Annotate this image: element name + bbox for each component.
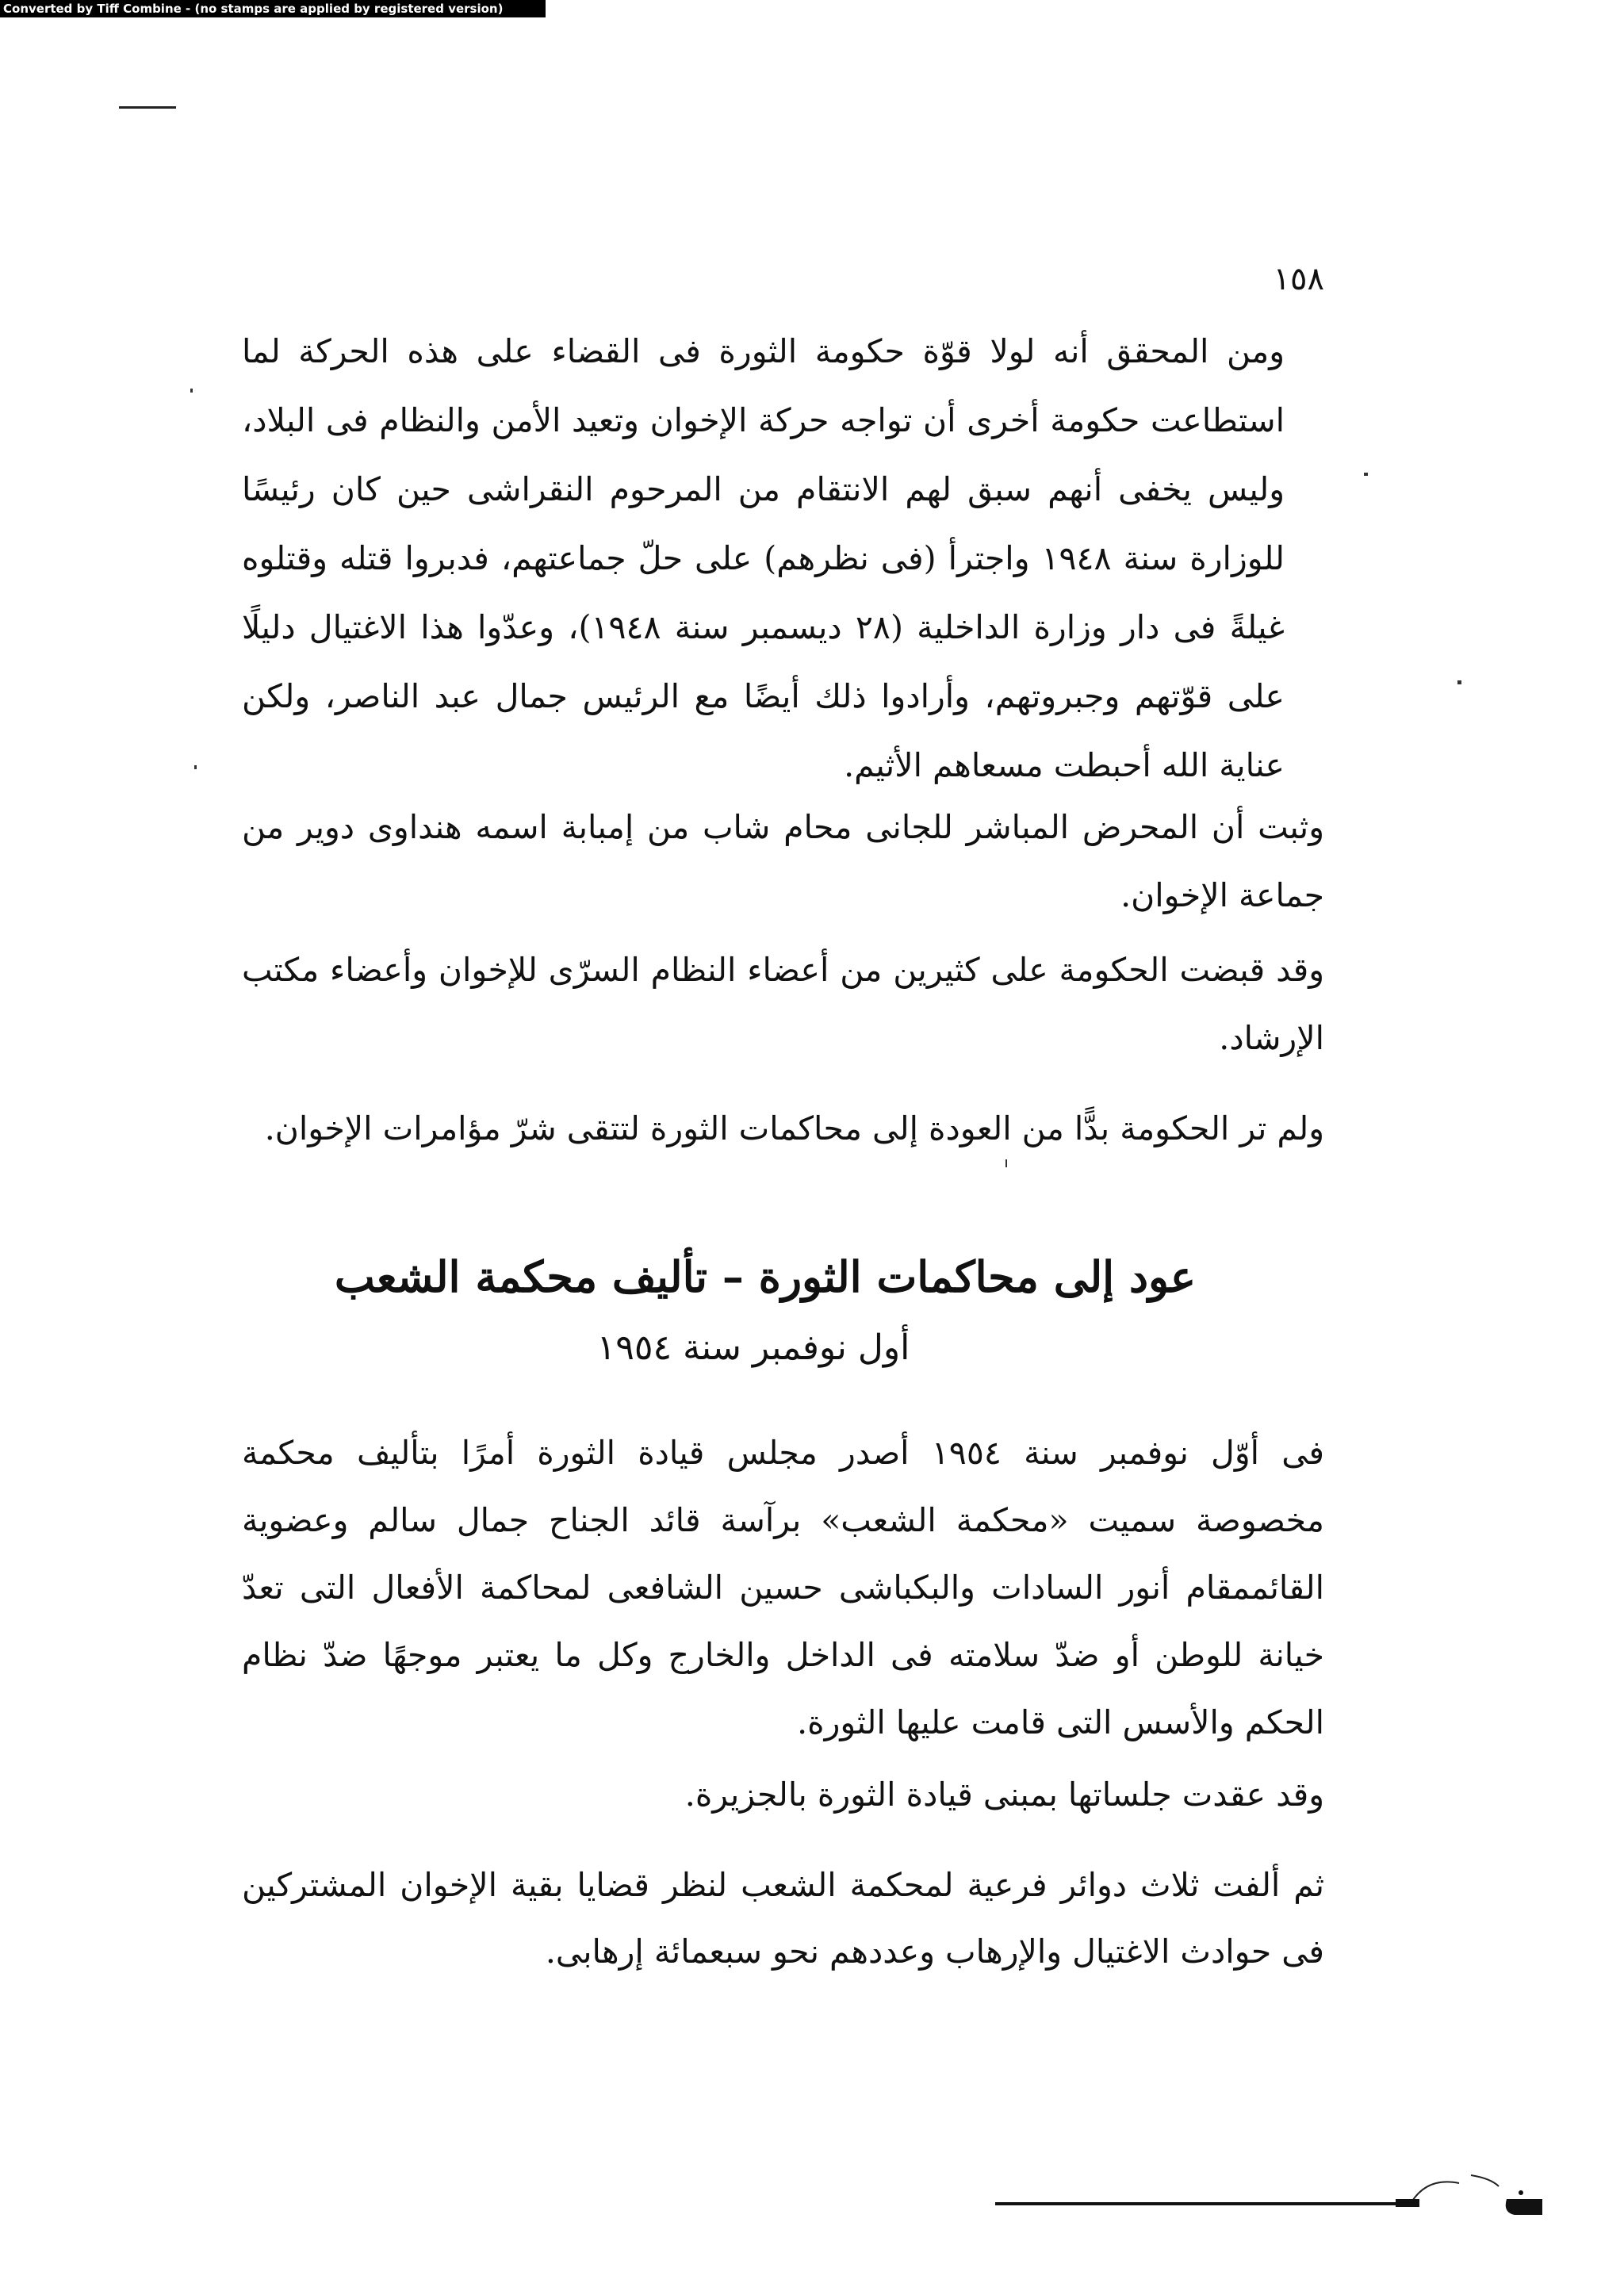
converter-banner: Converted by Tiff Combine - (no stamps are applied by registered version) [0, 0, 546, 17]
scan-speck [1364, 473, 1368, 476]
top-dash-mark [119, 106, 176, 109]
section-subtitle: أول نوفمبر سنة ١٩٥٤ [596, 1327, 910, 1368]
paragraph-text: ثم ألفت ثلاث دوائر فرعية لمحكمة الشعب لنظر قضايا بقية الإخوان المشتركين فى حوادث الاغتيال والإرهاب وعددهم نحو سبعمائة إرهابى. [242, 1866, 1324, 1971]
scan-speck [194, 765, 197, 769]
section-paragraph-1 [242, 1419, 1324, 1757]
paragraph-1 [242, 317, 1285, 800]
paragraph-text: وقد عقدت جلساتها بمبنى قيادة الثورة بالجزيرة. [684, 1776, 1324, 1814]
paragraph-3 [242, 936, 1324, 1072]
scan-speck [190, 389, 193, 393]
section-paragraph-2 [242, 1760, 1324, 1829]
paragraph-text: وقد قبضت الحكومة على كثيرين من أعضاء النظام السرّى للإخوان وأعضاء مكتب الإرشاد. [242, 951, 1324, 1057]
section-title: عود إلى محاكمات الثورة – تأليف محكمة الشعب [334, 1251, 1197, 1302]
scan-speck [1005, 1159, 1007, 1167]
bottom-ornament-icon [1396, 2169, 1554, 2224]
paragraph-text: فى أوّل نوفمبر سنة ١٩٥٤ أصدر مجلس قيادة الثورة أمرًا بتأليف محكمة مخصوصة سميت «محكمة الشعب» برآسة قائد الجناح جمال سالم وعضوية القائممقام أنور السادات والبكباشى حسين الشافعى لمحاكمة الأفعال التى تعدّ خيانة للوطن أو ضدّ سلامته فى الداخل والخارج وكل ما يعتبر موجهًا ضدّ نظام الحكم والأسس التى قامت عليها الثورة. [242, 1434, 1324, 1741]
paragraph-text: وثبت أن المحرض المباشر للجانى محام شاب من إمبابة اسمه هنداوى دوير من جماعة الإخوان. [242, 808, 1324, 914]
section-paragraph-3 [242, 1852, 1324, 1985]
bottom-rule [995, 2202, 1419, 2205]
paragraph-4 [242, 1094, 1324, 1163]
paragraph-text: ومن المحقق أنه لولا قوّة حكومة الثورة فى القضاء على هذه الحركة لما استطاعت حكومة أخرى أن تواجه حركة الإخوان وتعيد الأمن والنظام فى البلاد، وليس يخفى أنهم سبق لهم الانتقام من المرحوم النقراشى حين كان رئيسًا للوزارة سنة ١٩٤٨ واجترأ (فى نظرهم) على حلّ جماعتهم، فدبروا قتله وقتلوه غيلةً فى دار وزارة الداخلية (٢٨ ديسمبر سنة ١٩٤٨)، وعدّوا هذا الاغتيال دليلًا على قوّتهم وجبروتهم، وأرادوا ذلك أيضًا مع الرئيس جمال عبد الناصر، ولكن عناية الله أحبطت مسعاهم الأثيم. [242, 332, 1285, 784]
page-number: ١٥٨ [1273, 261, 1324, 297]
scan-speck [1457, 680, 1461, 684]
paragraph-2 [242, 793, 1324, 929]
paragraph-text: ولم تر الحكومة بدًّا من العودة إلى محاكمات الثورة لتتقى شرّ مؤامرات الإخوان. [264, 1109, 1324, 1147]
